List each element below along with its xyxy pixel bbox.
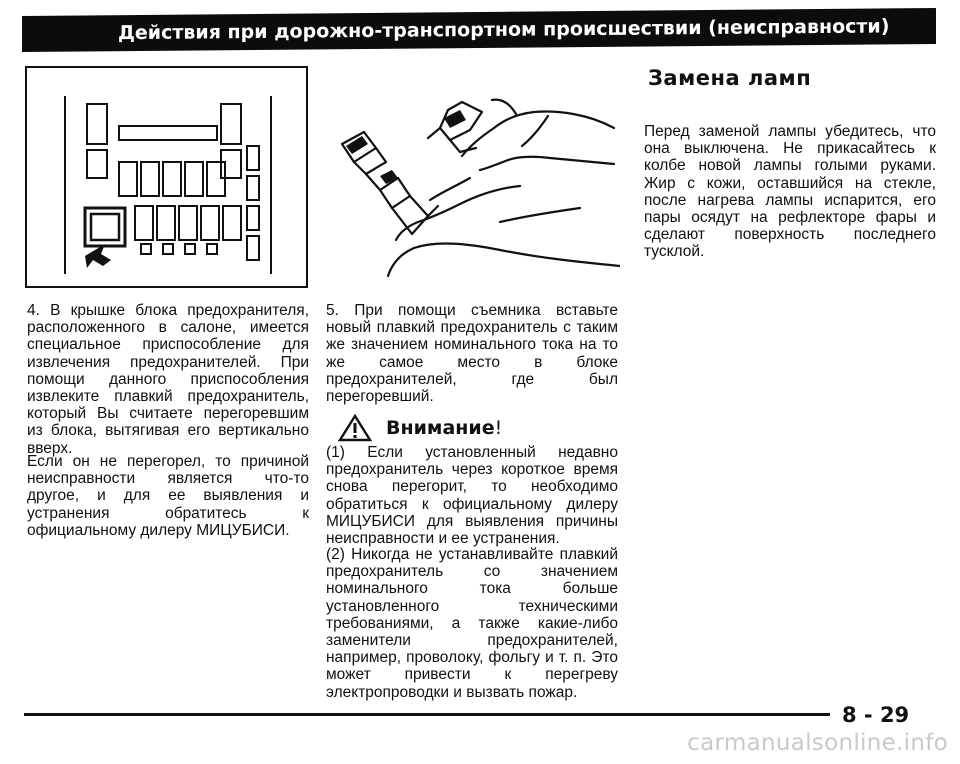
footer-divider [24, 713, 830, 716]
warning-item-1: (1) Если установленный недавно предохранитель через короткое время снова перегорит, то необходимо обратиться к официальному дилеру МИЦУБИСИ для выявления причины неисправности и ее устранения. [326, 444, 618, 548]
lamp-replacement-paragraph: Перед заменой лампы убедитесь, что она выключена. Не прикасайтесь к колбе новой лампы голыми руками. Жир с кожи, оставшийся на стекле, после нагрева лампы испарится, его пары осядут на рефлекторе фары и сделают поверхность последнего тусклой. [644, 123, 936, 261]
warning-title: Внимание! [386, 417, 503, 439]
arrow-icon [85, 244, 111, 268]
fuse-box-illustration [25, 66, 308, 288]
section-title-lamp-replacement: Замена ламп [648, 66, 812, 90]
warning-exclamation: ! [494, 417, 503, 439]
watermark-text: carmanualsonline.info [687, 730, 948, 756]
fuse-box-diagram [27, 68, 306, 286]
warning-triangle-icon [338, 414, 372, 442]
page-number: 8 - 29 [842, 703, 910, 727]
step-5-paragraph: 5. При помощи съемника вставьте новый плавкий предохранитель с таким же значением номинального тока на то же самое место в блоке предохранителей, где был перегоревший. [326, 302, 618, 406]
page-header-title: Действия при дорожно-транспортном происшествии (неисправности) [118, 15, 890, 45]
hands-with-fuse-puller-drawing [320, 66, 620, 288]
step-4-paragraph: 4. В крышке блока предохранителя, расположенного в салоне, имеется специальное приспособление для извлечения предохранителей. При помощи данного приспособления извлеките плавкий предохранитель, который Вы считаете перегоревшим из блока, вытягивая его вертикально вверх. [27, 302, 309, 457]
fuse-insertion-illustration [320, 66, 620, 288]
page-header-bar [22, 8, 936, 52]
step-4-note-paragraph: Если он не перегорел, то причиной неисправности является что-то другое, и для ее выявления и устранения обратитесь к официальному дилеру МИЦУБИСИ. [27, 453, 309, 539]
warning-item-2: (2) Никогда не устанавливайте плавкий предохранитель со значением номинального тока больше установленного техническими требованиями, а также какие-либо заменители предохранителей, например, проволоку, фольгу и т. п. Это может привести к перегреву электропроводки и вызвать пожар. [326, 546, 618, 701]
warning-heading [338, 414, 502, 442]
